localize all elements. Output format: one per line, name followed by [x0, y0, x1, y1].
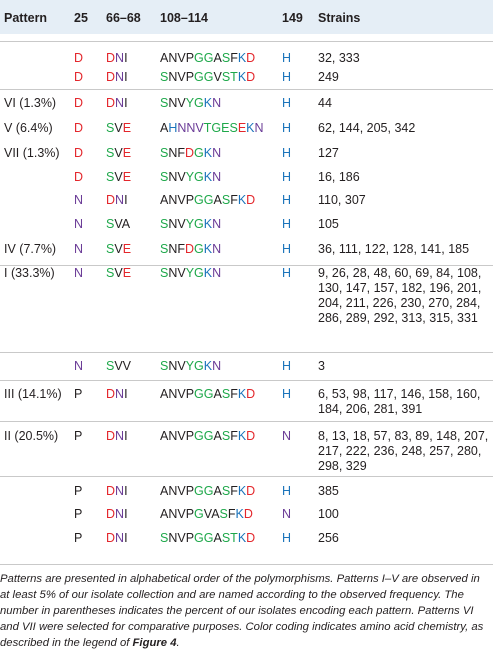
- residue-segment: GG: [194, 429, 214, 443]
- strains-list: 62, 144, 205, 342: [318, 121, 416, 135]
- strains-list: 256: [318, 531, 339, 545]
- residue-c25: [74, 217, 83, 232]
- pattern-label: V (6.4%): [4, 121, 53, 135]
- residue-segment: S: [221, 387, 231, 401]
- residue-segment: S: [160, 242, 169, 256]
- residue-segment: D: [185, 242, 195, 256]
- residue-c66: [106, 484, 128, 499]
- residue-segment: A: [160, 121, 169, 135]
- residue-segment: S: [160, 217, 169, 231]
- residue-segment: V: [114, 170, 123, 184]
- residue-c25: [74, 96, 83, 111]
- header-108-114: 108–114: [160, 11, 208, 25]
- residue-c108: [160, 531, 255, 546]
- residue-c66: [106, 51, 128, 66]
- residue-segment: GG: [194, 387, 214, 401]
- residue-segment: H: [282, 193, 292, 207]
- residue-c25: [74, 507, 82, 522]
- residue-segment: P: [74, 531, 83, 545]
- residue-segment: N: [115, 193, 125, 207]
- residue-segment: N: [115, 387, 125, 401]
- residue-c149: [282, 266, 291, 281]
- residue-segment: ANVP: [160, 387, 195, 401]
- residue-segment: N: [212, 242, 222, 256]
- residue-segment: K: [203, 146, 213, 160]
- residue-c149: [282, 531, 291, 546]
- residue-c149: [282, 121, 291, 136]
- row-rule: [0, 352, 493, 353]
- pattern-label: IV (7.7%): [4, 242, 57, 256]
- strains-list: 127: [318, 146, 339, 160]
- residue-c25: [74, 484, 82, 499]
- residue-segment: YG: [185, 266, 204, 280]
- residue-segment: H: [282, 217, 292, 231]
- residue-segment: V: [114, 242, 123, 256]
- residue-segment: D: [246, 193, 256, 207]
- residue-segment: S: [219, 507, 228, 521]
- residue-segment: YG: [185, 170, 204, 184]
- residue-segment: I: [124, 70, 128, 84]
- residue-segment: N: [212, 359, 222, 373]
- residue-c108: [160, 429, 255, 444]
- residue-segment: I: [124, 507, 128, 521]
- residue-segment: G: [194, 242, 204, 256]
- residue-segment: D: [74, 121, 84, 135]
- residue-segment: S: [106, 217, 115, 231]
- strains-list: 9, 26, 28, 48, 60, 69, 84, 108, 130, 147, 157, 182, 196, 201, 204, 211, 226, 230, 270, 284, 286, 289, 292, 313, 315, 331: [318, 266, 482, 325]
- residue-segment: V: [114, 146, 123, 160]
- residue-segment: K: [237, 429, 247, 443]
- residue-c108: [160, 242, 221, 257]
- residue-segment: YG: [185, 217, 204, 231]
- residue-segment: ST: [221, 70, 238, 84]
- residue-segment: S: [160, 170, 169, 184]
- strains-list: 100: [318, 507, 339, 521]
- residue-c149: [282, 70, 291, 85]
- residue-segment: D: [246, 531, 256, 545]
- residue-segment: D: [74, 51, 84, 65]
- residue-segment: E: [122, 170, 132, 184]
- residue-segment: N: [74, 266, 84, 280]
- residue-segment: D: [106, 193, 116, 207]
- residue-segment: S: [106, 266, 115, 280]
- residue-c149: [282, 96, 291, 111]
- residue-segment: K: [237, 387, 247, 401]
- residue-segment: NV: [168, 217, 186, 231]
- residue-c66: [106, 242, 131, 257]
- residue-segment: N: [212, 146, 222, 160]
- residue-segment: K: [237, 193, 247, 207]
- residue-segment: I: [124, 387, 128, 401]
- residue-segment: K: [203, 217, 213, 231]
- residue-segment: GG: [194, 70, 214, 84]
- caption-end: .: [176, 637, 180, 649]
- residue-segment: D: [246, 70, 256, 84]
- residue-segment: D: [106, 70, 116, 84]
- residue-segment: S: [106, 146, 115, 160]
- residue-c108: [160, 170, 221, 185]
- residue-c25: [74, 193, 83, 208]
- residue-c108: [160, 266, 221, 281]
- residue-segment: N: [212, 96, 222, 110]
- residue-segment: N: [212, 266, 222, 280]
- residue-segment: D: [106, 484, 116, 498]
- residue-segment: D: [74, 146, 84, 160]
- residue-segment: K: [246, 121, 255, 135]
- residue-segment: S: [160, 96, 169, 110]
- residue-c149: [282, 387, 291, 402]
- pattern-label: II (20.5%): [4, 429, 59, 443]
- residue-segment: K: [203, 359, 213, 373]
- residue-segment: N: [115, 429, 125, 443]
- residue-c25: [74, 70, 83, 85]
- residue-c149: [282, 429, 291, 444]
- row-rule: [0, 41, 493, 42]
- row-rule: [0, 380, 493, 381]
- residue-segment: D: [106, 51, 116, 65]
- residue-segment: S: [160, 531, 169, 545]
- residue-segment: K: [203, 266, 213, 280]
- residue-segment: E: [122, 146, 132, 160]
- residue-segment: NVP: [168, 531, 195, 545]
- residue-segment: I: [124, 429, 128, 443]
- residue-c25: [74, 387, 82, 402]
- row-rule: [0, 89, 493, 90]
- residue-segment: S: [106, 170, 115, 184]
- residue-c25: [74, 146, 83, 161]
- residue-segment: K: [203, 96, 213, 110]
- residue-c25: [74, 531, 82, 546]
- strains-list: 385: [318, 484, 339, 498]
- row-rule: [0, 421, 493, 422]
- residue-c149: [282, 193, 291, 208]
- residue-c149: [282, 507, 291, 522]
- residue-segment: NV: [168, 170, 186, 184]
- residue-segment: GG: [194, 51, 214, 65]
- residue-segment: N: [212, 170, 222, 184]
- residue-c66: [106, 193, 128, 208]
- residue-segment: N: [282, 507, 292, 521]
- residue-segment: K: [203, 242, 213, 256]
- table-caption: [0, 571, 491, 651]
- residue-segment: ANVP: [160, 484, 195, 498]
- residue-segment: NV: [168, 96, 186, 110]
- residue-segment: ANVP: [160, 193, 195, 207]
- residue-segment: S: [160, 266, 169, 280]
- residue-segment: S: [221, 429, 231, 443]
- residue-segment: N: [115, 531, 125, 545]
- strains-list: 32, 333: [318, 51, 360, 65]
- residue-c66: [106, 429, 128, 444]
- residue-segment: H: [282, 387, 292, 401]
- residue-segment: GG: [194, 484, 214, 498]
- strains-list: 105: [318, 217, 339, 231]
- residue-segment: ANVP: [160, 429, 195, 443]
- residue-segment: K: [237, 484, 247, 498]
- residue-segment: K: [237, 531, 247, 545]
- residue-segment: D: [246, 51, 256, 65]
- residue-segment: GG: [194, 193, 214, 207]
- strains-list: 36, 111, 122, 128, 141, 185: [318, 242, 470, 256]
- header-pattern: Pattern: [4, 11, 48, 25]
- residue-segment: S: [106, 242, 115, 256]
- residue-segment: K: [237, 70, 247, 84]
- residue-c66: [106, 146, 131, 161]
- residue-c25: [74, 429, 82, 444]
- residue-segment: I: [124, 51, 128, 65]
- table-bottom-rule: [0, 564, 493, 565]
- residue-segment: S: [106, 121, 115, 135]
- residue-c149: [282, 242, 291, 257]
- residue-c149: [282, 359, 291, 374]
- residue-segment: K: [235, 507, 244, 521]
- residue-segment: I: [124, 193, 128, 207]
- residue-c108: [160, 193, 255, 208]
- residue-segment: NNV: [177, 121, 204, 135]
- residue-segment: N: [115, 96, 125, 110]
- residue-segment: S: [160, 146, 169, 160]
- residue-segment: A: [213, 531, 222, 545]
- residue-segment: D: [74, 170, 84, 184]
- residue-segment: I: [124, 531, 128, 545]
- header-strains: Strains: [318, 11, 361, 25]
- residue-segment: I: [124, 484, 128, 498]
- residue-segment: V: [213, 70, 222, 84]
- residue-segment: D: [74, 70, 84, 84]
- residue-segment: V: [114, 121, 123, 135]
- table-header: [0, 0, 493, 34]
- pattern-label: III (14.1%): [4, 387, 62, 401]
- residue-c66: [106, 266, 131, 281]
- residue-segment: GG: [194, 531, 214, 545]
- row-rule: [0, 476, 493, 477]
- residue-segment: P: [74, 429, 83, 443]
- residue-c108: [160, 359, 221, 374]
- residue-segment: F: [230, 51, 238, 65]
- residue-segment: H: [282, 70, 292, 84]
- residue-segment: S: [221, 193, 231, 207]
- header-66-68: 66–68: [106, 11, 141, 25]
- residue-segment: NV: [168, 359, 186, 373]
- residue-segment: S: [106, 359, 115, 373]
- strains-list: 6, 53, 98, 117, 146, 158, 160, 184, 206, 281, 391: [318, 387, 481, 416]
- residue-c25: [74, 266, 83, 281]
- residue-segment: D: [246, 484, 256, 498]
- residue-segment: N: [74, 242, 84, 256]
- residue-segment: D: [106, 429, 116, 443]
- residue-segment: N: [115, 507, 125, 521]
- pattern-label: VII (1.3%): [4, 146, 60, 160]
- residue-segment: N: [74, 217, 84, 231]
- residue-c66: [106, 217, 130, 232]
- residue-segment: N: [212, 217, 222, 231]
- residue-segment: A: [213, 484, 222, 498]
- residue-c25: [74, 359, 83, 374]
- residue-c25: [74, 51, 83, 66]
- residue-segment: E: [122, 242, 132, 256]
- residue-segment: A: [213, 51, 222, 65]
- strains-list: 249: [318, 70, 339, 84]
- residue-segment: N: [74, 359, 84, 373]
- residue-segment: D: [74, 96, 84, 110]
- residue-c66: [106, 359, 131, 374]
- residue-segment: D: [246, 429, 256, 443]
- residue-segment: ANVP: [160, 507, 195, 521]
- residue-c149: [282, 51, 291, 66]
- residue-segment: H: [282, 242, 292, 256]
- residue-c108: [160, 146, 221, 161]
- residue-segment: H: [282, 121, 292, 135]
- residue-segment: F: [227, 507, 236, 521]
- residue-segment: A: [213, 193, 222, 207]
- caption-figure-ref: Figure 4: [132, 637, 177, 649]
- residue-c149: [282, 217, 291, 232]
- residue-segment: D: [243, 507, 253, 521]
- residue-segment: VV: [114, 359, 132, 373]
- residue-segment: VA: [114, 217, 131, 231]
- strains-list: 44: [318, 96, 332, 110]
- residue-segment: NVP: [168, 70, 195, 84]
- residue-segment: K: [203, 170, 213, 184]
- residue-segment: N: [254, 121, 264, 135]
- residue-segment: D: [106, 387, 116, 401]
- residue-segment: S: [221, 51, 231, 65]
- residue-c25: [74, 121, 83, 136]
- residue-c66: [106, 170, 131, 185]
- residue-segment: P: [74, 387, 83, 401]
- residue-c66: [106, 531, 128, 546]
- residue-c149: [282, 170, 291, 185]
- residue-segment: YG: [185, 359, 204, 373]
- residue-segment: NF: [168, 146, 186, 160]
- residue-c108: [160, 96, 221, 111]
- residue-segment: S: [229, 121, 238, 135]
- residue-segment: H: [282, 359, 292, 373]
- residue-segment: P: [74, 484, 83, 498]
- header-25: 25: [74, 11, 88, 25]
- residue-segment: E: [122, 121, 132, 135]
- residue-c108: [160, 70, 255, 85]
- header-149: 149: [282, 11, 303, 25]
- residue-segment: H: [282, 266, 292, 280]
- strains-list: 16, 186: [318, 170, 360, 184]
- residue-segment: G: [194, 507, 204, 521]
- residue-segment: YG: [185, 96, 204, 110]
- residue-segment: E: [237, 121, 247, 135]
- residue-segment: H: [282, 51, 292, 65]
- residue-segment: D: [246, 387, 256, 401]
- residue-segment: ST: [221, 531, 238, 545]
- residue-segment: D: [106, 96, 116, 110]
- residue-segment: H: [282, 484, 292, 498]
- residue-segment: N: [282, 429, 292, 443]
- residue-c149: [282, 146, 291, 161]
- residue-segment: A: [213, 429, 222, 443]
- residue-c108: [160, 51, 255, 66]
- residue-segment: G: [194, 146, 204, 160]
- residue-segment: H: [282, 170, 292, 184]
- residue-c66: [106, 387, 128, 402]
- residue-c108: [160, 121, 264, 136]
- residue-segment: NF: [168, 242, 186, 256]
- residue-segment: D: [106, 507, 116, 521]
- residue-c108: [160, 484, 255, 499]
- residue-segment: N: [115, 484, 125, 498]
- residue-segment: S: [221, 484, 231, 498]
- residue-segment: F: [230, 429, 238, 443]
- residue-segment: H: [282, 531, 292, 545]
- residue-segment: H: [168, 121, 178, 135]
- strains-list: 110, 307: [318, 193, 366, 207]
- residue-segment: ANVP: [160, 51, 195, 65]
- residue-c25: [74, 170, 83, 185]
- strains-list: 8, 13, 18, 57, 83, 89, 148, 207, 217, 222, 236, 248, 257, 280, 298, 329: [318, 429, 489, 473]
- residue-segment: S: [160, 70, 169, 84]
- residue-c25: [74, 242, 83, 257]
- residue-c108: [160, 507, 253, 522]
- residue-c66: [106, 70, 128, 85]
- residue-segment: F: [230, 484, 238, 498]
- residue-c66: [106, 507, 128, 522]
- residue-segment: F: [230, 193, 238, 207]
- pattern-label: VI (1.3%): [4, 96, 57, 110]
- caption-text: Patterns are presented in alphabetical order of the polymorphisms. Patterns I–V are observed in at least 5% of our isolate collection and are named according to the observed frequency. The number in parentheses indicates the percent of our isolates encoding each pattern. Patterns VI and VII were selected for comparative purposes. Color coding indicates amino acid chemistry, as described in the legend of: [0, 573, 484, 649]
- residue-segment: S: [160, 359, 169, 373]
- residue-segment: N: [74, 193, 84, 207]
- residue-segment: H: [282, 96, 292, 110]
- residue-segment: VA: [203, 507, 220, 521]
- residue-segment: E: [122, 266, 132, 280]
- residue-segment: I: [124, 96, 128, 110]
- residue-segment: P: [74, 507, 83, 521]
- residue-segment: V: [114, 266, 123, 280]
- residue-segment: D: [185, 146, 195, 160]
- residue-segment: TGE: [203, 121, 230, 135]
- residue-segment: F: [230, 387, 238, 401]
- residue-segment: A: [213, 387, 222, 401]
- residue-segment: D: [106, 531, 116, 545]
- residue-segment: N: [115, 51, 125, 65]
- strains-list: 3: [318, 359, 325, 373]
- residue-segment: K: [237, 51, 247, 65]
- residue-c66: [106, 96, 128, 111]
- residue-c66: [106, 121, 131, 136]
- residue-c149: [282, 484, 291, 499]
- residue-c108: [160, 387, 255, 402]
- residue-c108: [160, 217, 221, 232]
- residue-segment: N: [115, 70, 125, 84]
- pattern-label: I (33.3%): [4, 266, 55, 280]
- residue-segment: H: [282, 146, 292, 160]
- residue-segment: NV: [168, 266, 186, 280]
